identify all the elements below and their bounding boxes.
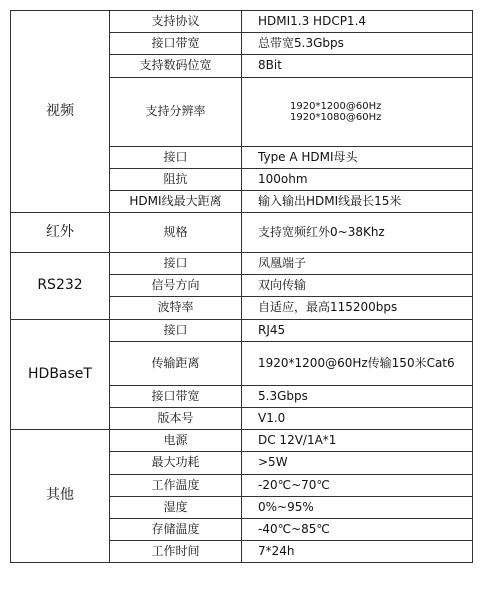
category-cell: 视频 bbox=[11, 11, 110, 213]
table-row bbox=[11, 11, 473, 33]
value-line: 8Bit bbox=[258, 58, 282, 73]
value-line: 5.3Gbps bbox=[258, 388, 308, 403]
item-cell: 电源 bbox=[110, 430, 242, 452]
value-cell bbox=[242, 253, 473, 275]
item-cell: 存储温度 bbox=[110, 519, 242, 541]
value-cell bbox=[242, 519, 473, 541]
item-cell: 支持协议 bbox=[110, 11, 242, 33]
value-line: 总带宽5.3Gbps bbox=[258, 35, 344, 50]
value-line: -20℃~70℃ bbox=[258, 477, 330, 492]
item-cell: 接口带宽 bbox=[110, 33, 242, 55]
value-line: -40℃~85℃ bbox=[258, 521, 330, 536]
value-line: 7*24h bbox=[258, 543, 295, 558]
value-line: 支持宽频红外0~38Khz bbox=[258, 224, 385, 239]
value-line: Type A HDMI母头 bbox=[258, 149, 358, 164]
value-cell bbox=[242, 275, 473, 297]
table-row bbox=[11, 430, 473, 452]
value-cell bbox=[242, 452, 473, 475]
value-cell bbox=[242, 213, 473, 253]
value-cell bbox=[242, 191, 473, 213]
value-cell bbox=[242, 297, 473, 320]
item-cell: 阻抗 bbox=[110, 169, 242, 191]
item-cell: 规格 bbox=[110, 213, 242, 253]
value-line: 凤凰端子 bbox=[258, 255, 307, 270]
item-cell: 工作温度 bbox=[110, 475, 242, 497]
item-cell: 接口 bbox=[110, 253, 242, 275]
item-cell: 接口 bbox=[110, 320, 242, 342]
item-cell: 传输距离 bbox=[110, 342, 242, 386]
table-row bbox=[11, 320, 473, 342]
category-cell: RS232 bbox=[11, 253, 110, 320]
value-line: 100ohm bbox=[258, 171, 308, 186]
category-cell: HDBaseT bbox=[11, 320, 110, 430]
value-line: 1920*1200@60Hz传输150米Cat6 bbox=[258, 355, 455, 370]
value-cell bbox=[242, 386, 473, 408]
category-cell: 其他 bbox=[11, 430, 110, 563]
value-cell bbox=[242, 11, 473, 33]
value-line: 双向传输 bbox=[258, 277, 307, 292]
item-cell: 版本号 bbox=[110, 408, 242, 430]
value-cell bbox=[242, 55, 473, 78]
value-line: HDMI1.3 HDCP1.4 bbox=[258, 13, 367, 28]
table-row bbox=[11, 253, 473, 275]
item-cell: 工作时间 bbox=[110, 541, 242, 563]
spec-table bbox=[10, 10, 473, 563]
value-cell bbox=[242, 320, 473, 342]
value-line: RJ45 bbox=[258, 322, 286, 337]
value-cell bbox=[242, 78, 473, 147]
value-cell bbox=[242, 33, 473, 55]
value-cell bbox=[242, 541, 473, 563]
value-line: DC 12V/1A*1 bbox=[258, 432, 337, 447]
item-cell: HDMI线最大距离 bbox=[110, 191, 242, 213]
value-line: >5W bbox=[258, 455, 288, 470]
value-line: V1.0 bbox=[258, 410, 286, 425]
value-cell bbox=[242, 475, 473, 497]
table-row bbox=[11, 213, 473, 253]
item-cell: 支持数码位宽 bbox=[110, 55, 242, 78]
value-cell bbox=[242, 169, 473, 191]
item-cell: 波特率 bbox=[110, 297, 242, 320]
item-cell: 接口 bbox=[110, 147, 242, 169]
value-line: 1920*1080@60Hz bbox=[290, 112, 382, 123]
item-cell: 湿度 bbox=[110, 497, 242, 519]
item-cell: 支持分辨率 bbox=[110, 78, 242, 147]
value-cell bbox=[242, 147, 473, 169]
value-cell bbox=[242, 430, 473, 452]
value-cell bbox=[242, 408, 473, 430]
spec-table-body bbox=[11, 11, 473, 563]
value-line: 1920*1200@60Hz bbox=[290, 101, 382, 112]
item-cell: 信号方向 bbox=[110, 275, 242, 297]
value-line: 0%~95% bbox=[258, 499, 314, 514]
value-cell bbox=[242, 342, 473, 386]
value-line: 输入输出HDMI线最长15米 bbox=[258, 193, 402, 208]
value-cell bbox=[242, 497, 473, 519]
item-cell: 接口带宽 bbox=[110, 386, 242, 408]
value-line: 自适应，最高115200bps bbox=[258, 300, 398, 315]
item-cell: 最大功耗 bbox=[110, 452, 242, 475]
category-cell: 红外 bbox=[11, 213, 110, 253]
